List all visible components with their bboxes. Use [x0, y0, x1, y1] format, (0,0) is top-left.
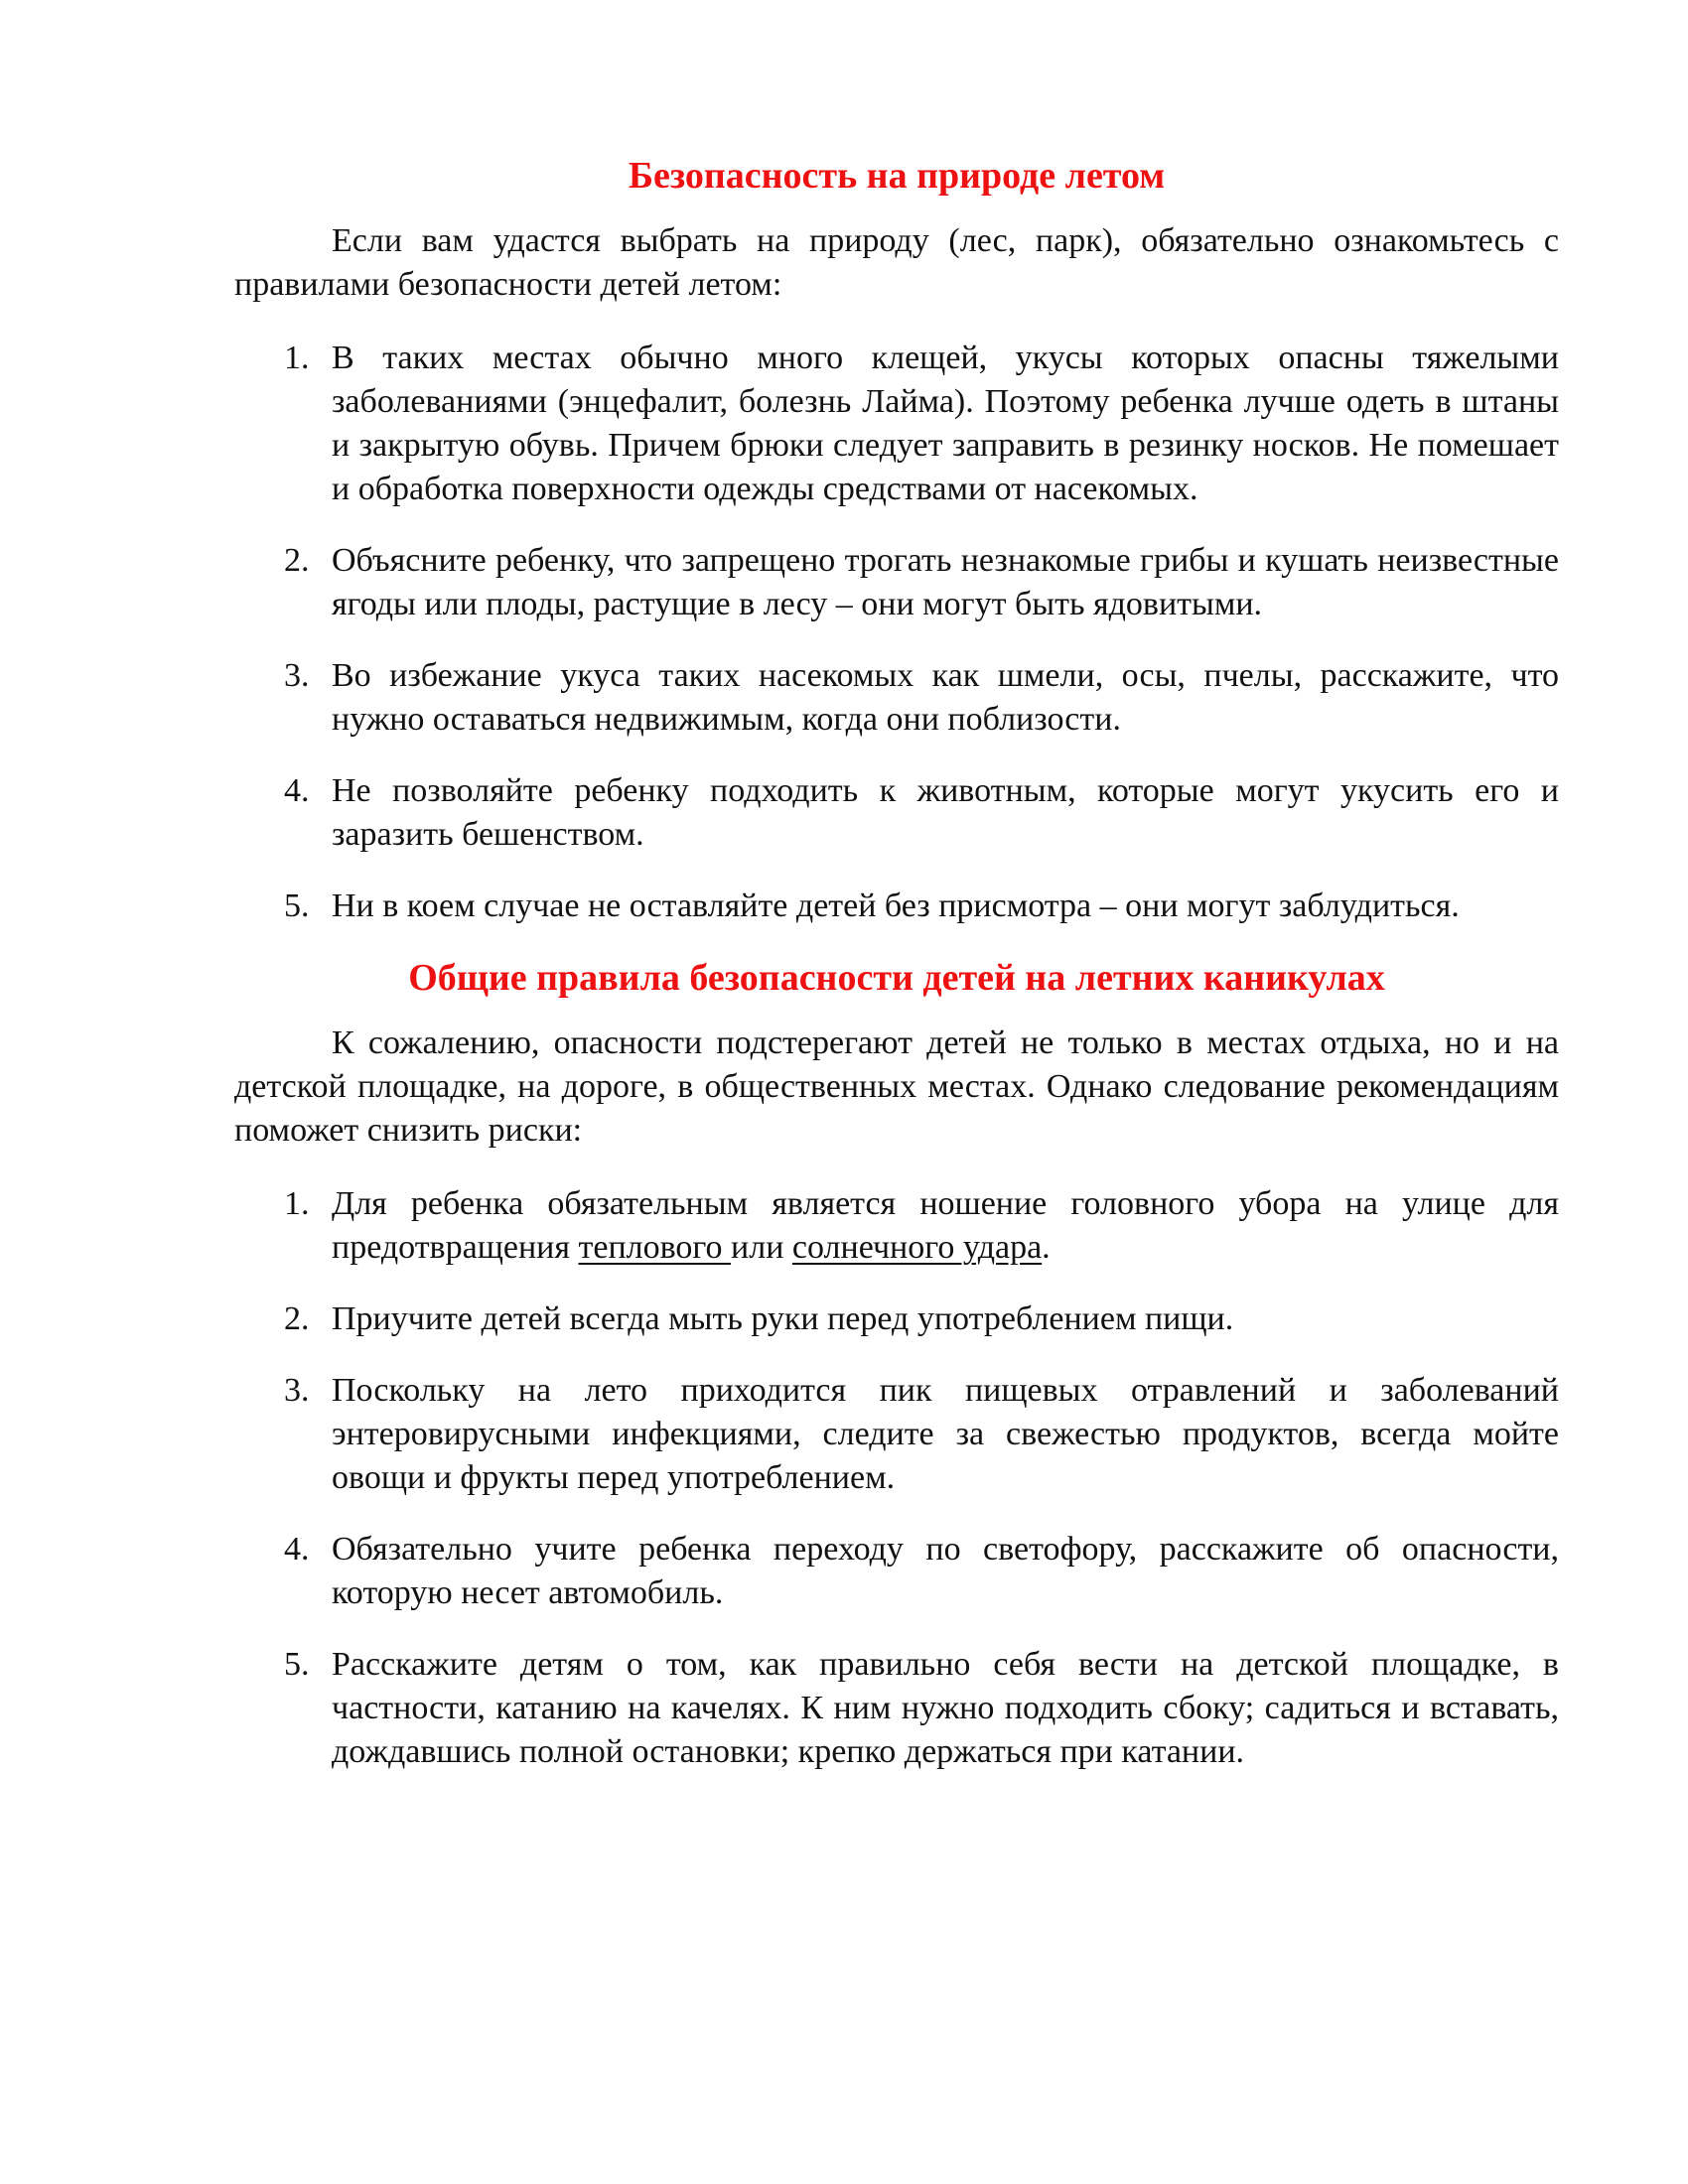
list-item [234, 1182, 1559, 1270]
list-item-text: Ни в коем случае не оставляйте детей без присмотра – они могут заблудиться. [332, 887, 1460, 924]
list-item-text: Объясните ребенку, что запрещено трогать незнакомые грибы и кушать неизвестные ягоды или плоды, растущие в лесу – они могут быть ядовитыми. [332, 542, 1559, 622]
list-item [234, 1643, 1559, 1774]
list-item [234, 1297, 1559, 1341]
list-item-number: 3. [284, 1372, 310, 1409]
list-item [234, 769, 1559, 857]
list-item-text-part: или [731, 1229, 792, 1266]
summer-holidays-rules-list [234, 1182, 1559, 1774]
section-title-nature-safety: Безопасность на природе летом [628, 155, 1166, 197]
list-item-text: Во избежание укуса таких насекомых как шмели, осы, пчелы, расскажите, что нужно оставаться недвижимым, когда они поблизости. [332, 657, 1559, 738]
list-item-number: 2. [284, 1300, 310, 1337]
list-item-number: 3. [284, 657, 310, 694]
list-item-text: Приучите детей всегда мыть руки перед употреблением пищи. [332, 1300, 1234, 1337]
list-item [234, 654, 1559, 742]
list-item-number: 4. [284, 772, 310, 809]
list-item-number: 5. [284, 887, 310, 924]
list-item [234, 337, 1559, 511]
list-item-text-part: Для ребенка обязательным является ношение головного убора на улице для предотвращения [332, 1185, 1559, 1266]
list-item-text [332, 1185, 1559, 1266]
list-item-text: Поскольку на лето приходится пик пищевых отравлений и заболеваний энтеровирусными инфекциями, следите за свежестью продуктов, всегда мойте овощи и фрукты перед употреблением. [332, 1372, 1559, 1496]
list-item-number: 5. [284, 1646, 310, 1683]
list-item [234, 539, 1559, 626]
section-title-summer-holidays: Общие правила безопасности детей на летних каникулах [408, 957, 1385, 999]
list-item-number: 1. [284, 1185, 310, 1222]
section-intro-summer-holidays: К сожалению, опасности подстерегают детей не только в местах отдыха, но и на детской площадке, на дороге, в общественных местах. Однако следование рекомендациям поможет снизить риски: [234, 1024, 1559, 1149]
list-item-text-part: . [1042, 1229, 1051, 1266]
list-item [234, 885, 1559, 928]
list-item-text: В таких местах обычно много клещей, укусы которых опасны тяжелыми заболеваниями (энцефалит, болезнь Лайма). Поэтому ребенка лучше одеть в штаны и закрытую обувь. Причем брюки следует заправить в резинку носков. Не помешает и обработка поверхности одежды средствами от насекомых. [332, 340, 1559, 507]
list-item-number: 1. [284, 340, 310, 376]
list-item [234, 1528, 1559, 1615]
list-item-text: Не позволяйте ребенку подходить к животным, которые могут укусить его и заразить бешенством. [332, 772, 1559, 853]
heat-stroke-link[interactable]: теплового [578, 1229, 732, 1266]
list-item-text: Обязательно учите ребенка переходу по светофору, расскажите об опасности, которую несет автомобиль. [332, 1531, 1559, 1611]
list-item [234, 1369, 1559, 1500]
list-item-number: 4. [284, 1531, 310, 1568]
list-item-text: Расскажите детям о том, как правильно себя вести на детской площадке, в частности, катанию на качелях. К ним нужно подходить сбоку; садиться и вставать, дождавшись полной остановки; крепко держаться при катании. [332, 1646, 1559, 1770]
section-intro-nature-safety: Если вам удастся выбрать на природу (лес, парк), обязательно ознакомьтесь с правилами безопасности детей летом: [234, 222, 1559, 303]
sunstroke-link[interactable]: солнечного удара [791, 1229, 1043, 1266]
nature-safety-rules-list [234, 337, 1559, 928]
list-item-number: 2. [284, 542, 310, 579]
